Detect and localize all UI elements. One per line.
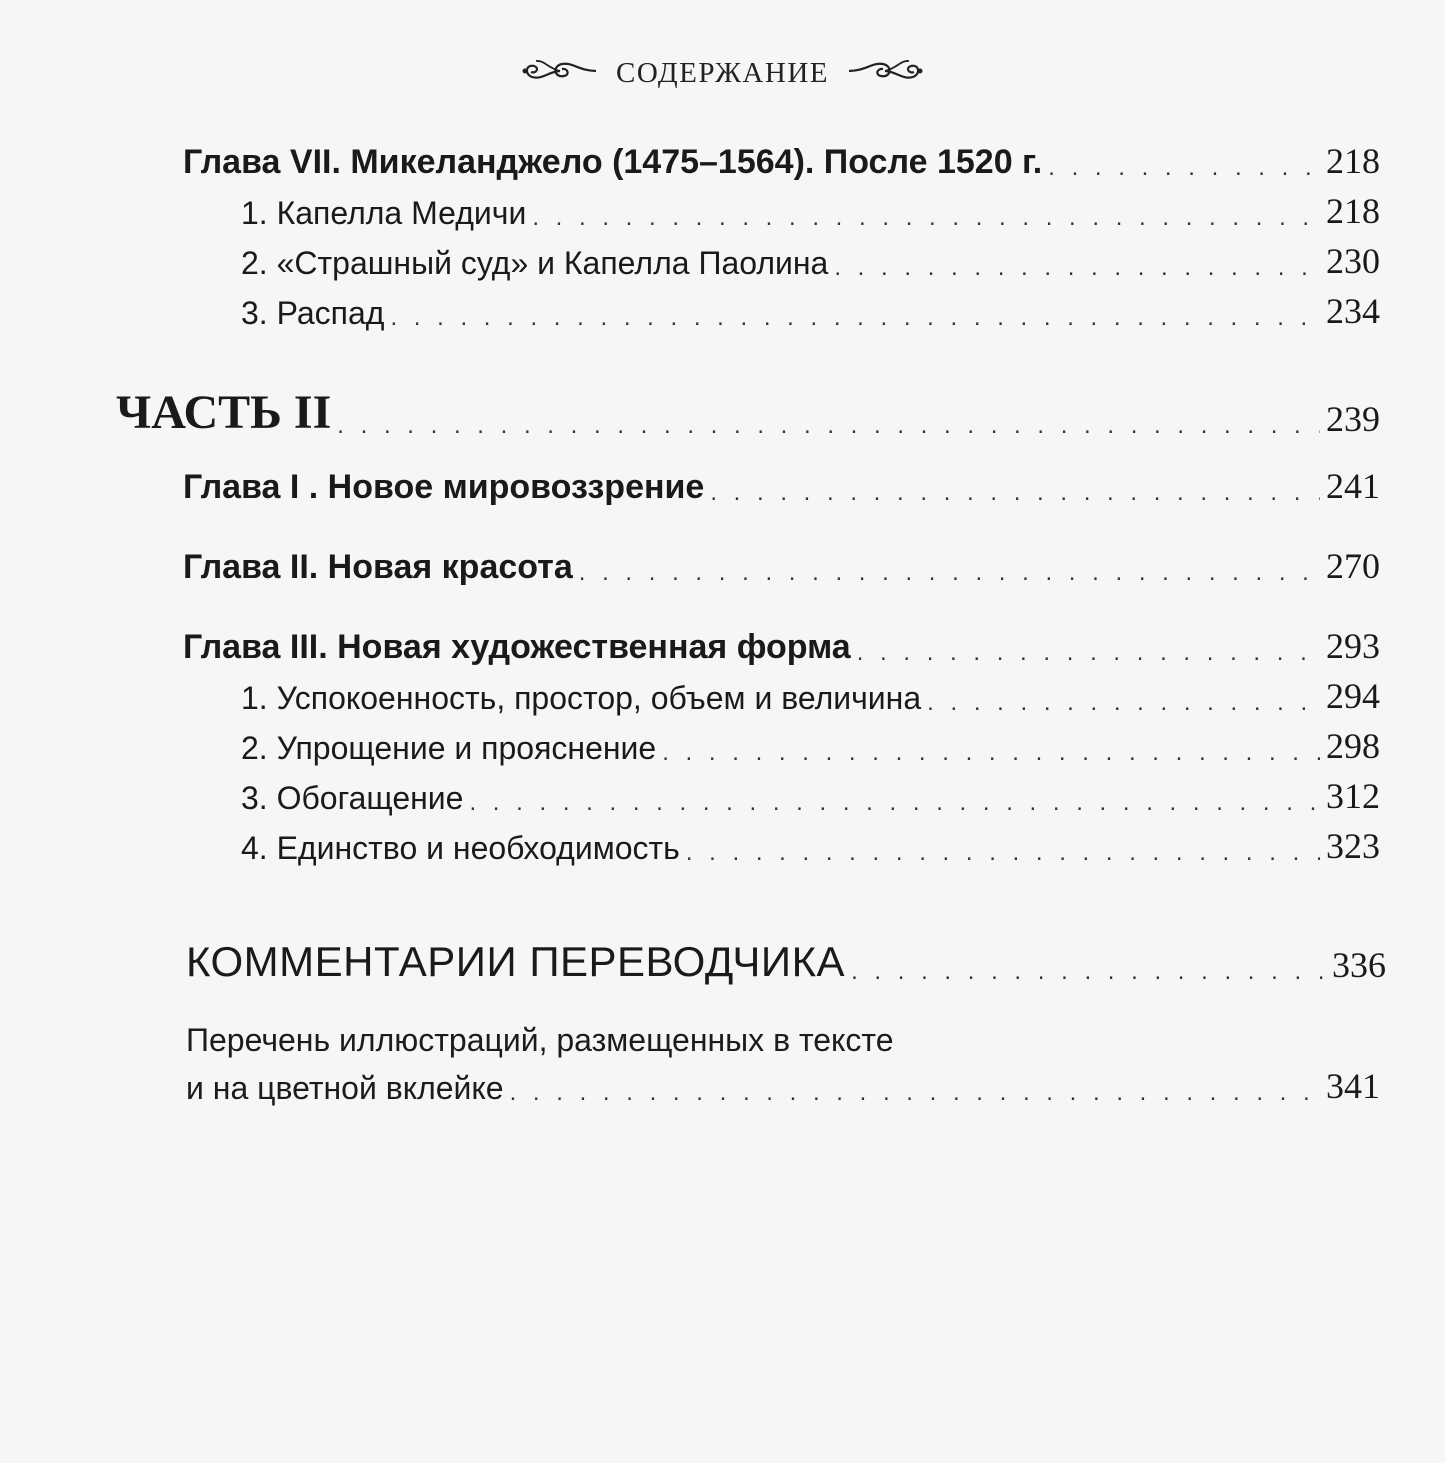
- dot-leader: [390, 304, 1320, 332]
- toc-entry-row: [186, 1065, 1380, 1107]
- toc-entry-section[interactable]: [241, 240, 1380, 282]
- toc-entry-section[interactable]: [241, 825, 1380, 867]
- running-head: [0, 56, 1445, 91]
- toc-page-number: 270: [1326, 546, 1380, 586]
- toc-entry-chapter-7[interactable]: [183, 140, 1380, 182]
- toc-page-number: 293: [1326, 626, 1380, 666]
- toc-entry-title: Глава III. Новая художественная форма: [183, 628, 851, 666]
- toc-page-number: 234: [1326, 291, 1380, 331]
- toc-page-number: 298: [1326, 726, 1380, 766]
- toc-entry-title: ЧАСТЬ II: [116, 386, 332, 439]
- toc-page-number: 230: [1326, 241, 1380, 281]
- running-head-title: СОДЕРЖАНИЕ: [616, 57, 829, 89]
- toc-entry-title-line2: и на цветной вклейке: [186, 1070, 504, 1106]
- dot-leader: [927, 689, 1320, 717]
- toc-entry-title: 4. Единство и необходимость: [241, 830, 680, 866]
- dot-leader: [469, 789, 1320, 817]
- toc-page-number: 323: [1326, 826, 1380, 866]
- toc-entry-section[interactable]: [241, 675, 1380, 717]
- toc-entry-title: 3. Обогащение: [241, 780, 464, 816]
- toc-entry-section[interactable]: [241, 725, 1380, 767]
- toc-entry-chapter-2[interactable]: [183, 545, 1380, 587]
- toc-entry-title: 1. Капелла Медичи: [241, 195, 527, 231]
- dot-leader: [710, 479, 1320, 507]
- toc-entry-illustrations-list[interactable]: [186, 1022, 1380, 1107]
- toc-page-number: 294: [1326, 676, 1380, 716]
- flourish-left-icon: [520, 56, 598, 91]
- toc-page-number: 312: [1326, 776, 1380, 816]
- dot-leader: [532, 204, 1320, 232]
- toc-entry-section[interactable]: [241, 190, 1380, 232]
- toc-entry-section[interactable]: [241, 775, 1380, 817]
- toc-entry-translator-comments[interactable]: [186, 938, 1386, 986]
- toc-entry-part-2[interactable]: [116, 385, 1380, 440]
- dot-leader: [834, 254, 1320, 282]
- toc-page-number: 336: [1332, 945, 1386, 985]
- toc-entry-title: 2. «Страшный суд» и Капелла Паолина: [241, 245, 829, 281]
- flourish-right-icon: [847, 56, 925, 91]
- toc-page-number: 239: [1326, 399, 1380, 439]
- toc-entry-title: Глава II. Новая красота: [183, 548, 573, 586]
- toc-page-number: 218: [1326, 141, 1380, 181]
- dot-leader: [662, 739, 1320, 767]
- toc-page-number: 218: [1326, 191, 1380, 231]
- toc-page-number: 341: [1326, 1066, 1380, 1106]
- dot-leader: [686, 839, 1320, 867]
- toc-page-number: 241: [1326, 466, 1380, 506]
- dot-leader: [1048, 154, 1320, 182]
- toc-entry-title: Глава I . Новое мировоззрение: [183, 468, 705, 506]
- dot-leader: [857, 639, 1320, 667]
- toc-entry-title-line1: Перечень иллюстраций, размещенных в тексте: [186, 1022, 894, 1058]
- dot-leader: [579, 559, 1320, 587]
- toc-entry-title: 2. Упрощение и прояснение: [241, 730, 657, 766]
- toc-entry-title: КОММЕНТАРИИ ПЕРЕВОДЧИКА: [186, 938, 846, 985]
- toc-entry-title: Глава VII. Микеланджело (1475–1564). После 1520 г.: [183, 143, 1043, 181]
- dot-leader: [510, 1079, 1320, 1107]
- dot-leader: [337, 412, 1320, 440]
- toc-entry-section[interactable]: [241, 290, 1380, 332]
- toc-entry-title: 1. Успокоенность, простор, объем и величина: [241, 680, 922, 716]
- toc-entry-title: 3. Распад: [241, 295, 385, 331]
- toc-entry-chapter-1[interactable]: [183, 465, 1380, 507]
- toc-entry-chapter-3[interactable]: [183, 625, 1380, 667]
- dot-leader: [851, 958, 1326, 986]
